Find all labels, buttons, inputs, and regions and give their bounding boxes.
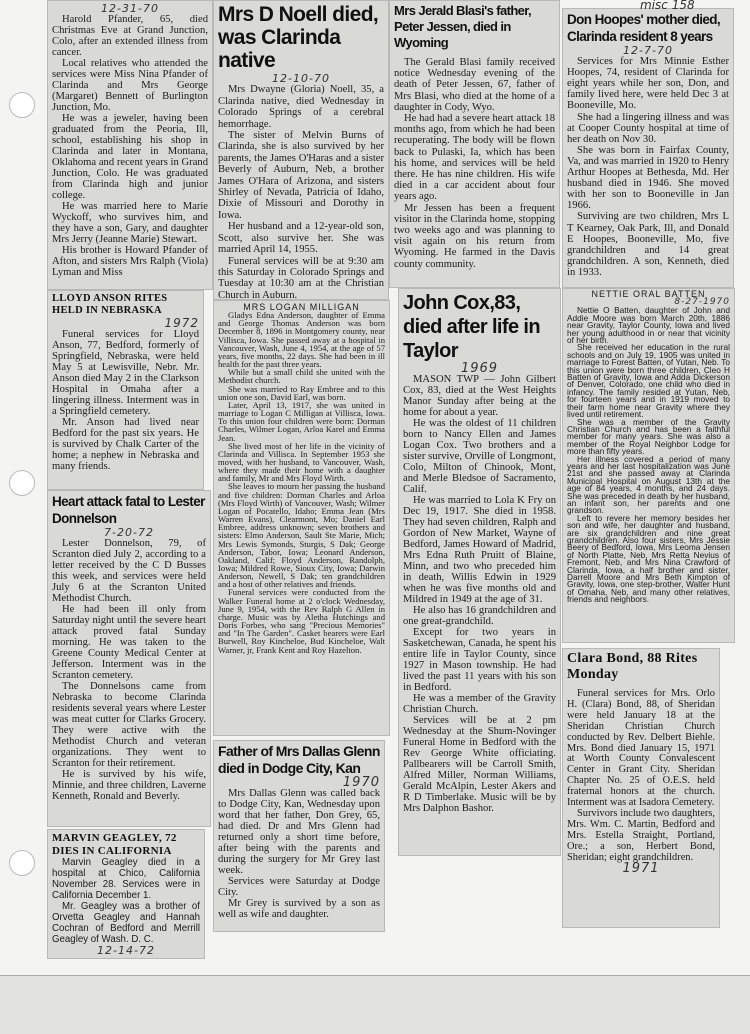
clipping-body bbox=[52, 538, 206, 802]
clipping-paragraph: He was a jeweler, having been graduated from the Peoria, Ill, school, establishing his shop in Clarinda and later in Montana, Oklahoma and recent years in Grand Junction, Colo. He was graduated from Clarinda high and junior college. bbox=[52, 113, 208, 201]
clipping-date: 12-31-70 bbox=[101, 2, 159, 15]
clipping-paragraph: MASON TWP — John Gilbert Cox, 83, died at the West Heights Manor Sunday after being at the home for about a year. bbox=[403, 374, 556, 418]
clipping-paragraph: She was a member of the Gravity Christian Church and has been a faithful member for many years. She was also a member of the Royal Neighbor Lodge for more than fifty years. bbox=[567, 416, 730, 457]
clipping-cox bbox=[398, 288, 561, 856]
clipping-date: 1970 bbox=[342, 775, 380, 790]
clipping-body bbox=[52, 329, 199, 472]
clipping-date: 12-7-70 bbox=[623, 44, 673, 57]
clipping-paragraph: Mrs Dallas Glenn was called back to Dodge City, Kan, Wednesday upon word that her father, Don Grey, 65, had died. Dr and Mrs Glenn had returned only a short time before, after being with the parents and during the surgery for Mr Grey last week. bbox=[218, 788, 380, 876]
clipping-body bbox=[218, 788, 380, 920]
clipping-paragraph: She had a lingering illness and was at Cooper County hospital at time of her death on Nov 30. bbox=[567, 111, 729, 145]
clipping-paragraph: Except for two years in Sasketchewan, Canada, he spent his entire life in Taylor County, since 1927 in Mason township. He had lived the past 11 years with his son in Bedford. bbox=[403, 627, 556, 693]
clipping-paragraph: Nettie O Batten, daughter of John and Addie Moore was born March 20th, 1886 near Gravity, Taylor County, Iowa and lived her young adulthood in or near that vicinity of her birth. bbox=[567, 305, 730, 346]
clipping-blasi bbox=[389, 0, 560, 288]
clipping-paragraph: Services will be at 2 pm Wednesday at the Shum-Novinger Funeral Home in Bedford with the Rev George White officiating. Pallbearers will be Carroll Smith, Alfred Miller, Norman Williams, Gerald McAlpin, Lester Akers and R D Timberlake. Music will be by Mrs Dalphon Bashor. bbox=[403, 715, 556, 814]
binder-hole bbox=[9, 470, 35, 496]
clipping-paragraph: He had had a severe heart attack 18 months ago, from which he had been recuperating. The body will be flown back to Pulaski, Ia, which has been his home, and services will be held there. He has nine children. His wife died in a car accident about four years ago. bbox=[394, 113, 555, 203]
clipping-headline: NETTIE ORAL BATTEN bbox=[591, 289, 706, 299]
clipping-headline: Clara Bond, 88 Rites Monday bbox=[567, 651, 698, 682]
clipping-paragraph: His brother is Howard Pfander of Afton, and sisters Mrs Ralph (Viola) Lyman and Miss bbox=[52, 245, 208, 278]
clipping-headline: LLOYD ANSON RITES HELD IN NEBRASKA bbox=[52, 293, 168, 316]
clipping-body bbox=[403, 374, 556, 814]
clipping-headline: Don Hoopes' mother died, Clarinda resident 8 years bbox=[567, 12, 721, 44]
clipping-headline: Heart attack fatal to Lester Donnelson bbox=[52, 494, 205, 526]
clipping-headline: John Cox,83, died after life in Taylor bbox=[403, 292, 541, 362]
clipping-paragraph: Funeral services for Mrs. Orlo H. (Clara) Bond, 88, of Sheridan were held January 18 at the Sheridan Christian Church conducted by Rev. Delbert Biehle. Mrs. Bond died January 15, 1971 at Worth County Convalescent Center in Grant City. Sheridan Chapter No. 25 of O.E.S. held fraternal honors at the church. Interment was at Isadora Cemetery. bbox=[567, 688, 715, 809]
clipping-body bbox=[567, 307, 730, 603]
clipping-glenn bbox=[213, 740, 385, 932]
clipping-paragraph: The sister of Melvin Burns of Clarinda, she is also survived by her parents, the James O'Haras and a sister Beverly of Auburn, Neb, a brother James O'Hara of Arizona, and sisters Shirley of Nevada, Patricia of Idaho, Dixie of Missouri and Dorothy in Iowa. bbox=[218, 130, 384, 221]
clipping-paragraph: Services were Saturday at Dodge City. bbox=[218, 876, 380, 898]
clipping-paragraph: He is survived by his wife, Minnie, and three children, Laverne Kenneth, Ronald and Beverly. bbox=[52, 769, 206, 802]
clipping-body bbox=[567, 56, 729, 278]
clipping-geagley bbox=[47, 829, 205, 959]
clipping-body bbox=[52, 14, 208, 278]
clipping-body bbox=[218, 311, 385, 654]
clipping-pfander bbox=[47, 0, 213, 290]
page-note: misc 158 bbox=[640, 0, 695, 12]
clipping-paragraph: Later, April 13, 1917, she was united in marriage to Logan C Milligan at Villisca, Iowa. To this union four children were born: Dorman Charles, Wilmer Logan, Arloa Karel and Emma Jean. bbox=[218, 399, 385, 443]
clipping-noell bbox=[213, 0, 389, 300]
clipping-body bbox=[52, 857, 200, 945]
clipping-paragraph: Lester Donnelson, 79, of Scranton died July 2, according to a letter received by the C D Busses this week, and services were held July 6 at the Scranton United Methodist Church. bbox=[52, 538, 206, 604]
clipping-paragraph: While but a small child she united with the Methodist church. bbox=[218, 367, 385, 386]
clipping-paragraph: He was married to Lola K Fry on Dec 19, 1917. She died in 1958. They had seven children, Ralph and Gordon of New Market, Wayne of Bedford, James Howard of Madrid, Mrs Edna Ruth Pruitt of Blaine, Minn, and two who preceded him in death, Willis Edwin in 1929 when he was five months old and Mildred in 1949 at the age of 31. bbox=[403, 495, 556, 605]
clipping-date: 12-10-70 bbox=[272, 72, 330, 85]
page-bottom-margin bbox=[0, 975, 750, 1034]
clipping-date: 1971 bbox=[622, 860, 660, 876]
clipping-date: 8-27-1970 bbox=[674, 297, 730, 308]
clipping-date: 1969 bbox=[460, 361, 499, 376]
clipping-milligan bbox=[213, 300, 390, 736]
binder-hole bbox=[9, 92, 35, 118]
clipping-paragraph: Her illness covered a period of many years and her last hospitalization was June 21st and she passed away at Clarinda Municipal Hospital on August 13th at the age of 84 years, 4 months, and 24 days. She was preceded in death by her husband, an infant son, her parents and one grandson. bbox=[567, 453, 730, 516]
clipping-anson bbox=[47, 290, 204, 490]
clipping-batten bbox=[562, 288, 735, 643]
clipping-paragraph: He was a member of the Gravity Christian Church. bbox=[403, 693, 556, 715]
clipping-paragraph: Gladys Edna Anderson, daughter of Emma and George Thomas Anderson was born December 8, 1896 in Montgomery county, near Villisca, Iowa. She passed away at a hospital in Vancouver, Wash, June 4, 1954, at the age of 57 years, five months, 22 days. She had been in ill health for the past three years. bbox=[218, 310, 385, 370]
clipping-paragraph: She was born in Fairfax County, Va, and was married in 1920 to Henry Arthur Hoopes at Bethesda, Md. Her husband died in 1946. She moved with her son to Booneville in Jan 1966. bbox=[567, 144, 729, 212]
clipping-paragraph: He was the oldest of 11 children born to Nancy Ellen and James Logan Cox. Two brothers and a sister survive, Orville of Longmont, Colo, Milton of Chinook, Mont, and Merle Bledsoe of Sacramento, Calif. bbox=[403, 418, 556, 495]
clipping-paragraph: Services for Mrs Minnie Esther Hoopes, 74, resident of Clarinda for eight years while her son, Don, and family lived here, were held Dec 3 at Booneville, Mo. bbox=[567, 56, 729, 112]
clipping-date: 7-20-72 bbox=[104, 526, 154, 539]
clipping-paragraph: Mr. Anson had lived near Bedford for the past six years. He is survived by Chalk Carter of the home; a nephew in Nebraska and many friends. bbox=[52, 417, 199, 472]
clipping-paragraph: Survivors include two daughters, Mrs. Wm. C. Martin, Bedford and Mrs. Estella Straight, Portland, Ore.; a son, Herbert Bond, Sheridan; eight grandchildren. bbox=[567, 807, 715, 863]
clipping-paragraph: Mr. Geagley was a brother of Orvetta Geagley and Hannah Cochran of Bedford and Merrill Geagley of Wash. D. C. bbox=[52, 901, 200, 945]
clipping-paragraph: She lived most of her life in the vicinity of Clarinda and Villisca. In September 1953 she moved, with her husband, to Vancouver, Wash, where they made their home with a daughter and family, Mr and Mrs Floyd Wirth. bbox=[218, 440, 385, 484]
clipping-paragraph: She was married to Ray Embree and to this union one son, David Earl, was born. bbox=[218, 383, 385, 402]
clipping-paragraph: Funeral services were conducted from the Walker Funeral home at 2 o'clock Wednesday, June 9, 1954, with the Rev Ralph G Allen in charge. Music was by Aletha Hutchings and Doris Forbes, who sang "Precious Memories" and "In The Garden". Casket bearers were Earl Burwell, Roy Kincheloe, Bud Kincheloe, Walt Warner, jr, Frank Kent and Roy Hazelton. bbox=[218, 587, 385, 655]
clipping-paragraph: She leaves to mourn her passing the husband and five children: Dorman Charles and Arloa (Mrs Floyd Wirth) of Vancouver, Wash; Wilmer Logan of Pocatello, Idaho; Emma Jean (Mrs Warren Evans), Clearmont, Mo; Daniel Earl Embree, address unknown; seven brothers and sisters: Elmo Anderson, Sault Ste Marie, Mich; Mrs Lewis Symonds, Sturgis, S Dak; George Anderson, Tabor, Iowa; Leonard Anderson, Oakland, Calif; Floyd Anderson, Randolph, Iowa; Mildred Rowe, Sioux City, Iowa; Darwin Anderson, Newell, S Dak; ten grandchildren and a host of other relatives and friends. bbox=[218, 481, 385, 590]
clipping-date: 12-14-72 bbox=[97, 944, 155, 957]
clipping-headline: Mrs Jerald Blasi's father, Peter Jessen, died in Wyoming bbox=[394, 3, 532, 50]
clipping-paragraph: Left to revere her memory besides her son and wife, her daughter and husband, are six grandchildren and nine great grandchildren. Also four sisters, Mrs Jessie Beery of Bedford, Iowa, Mrs Leoma Jensen of North Platte, Neb, Mrs Retta Nevius of Fremont, Neb, and Mrs Nina Crawford of Clarinda, Iowa, a half brother and sister, Darrell Moore and Mrs Beth Kimpton of Gravity, Iowa, one step-brother, Walter Hunt of Omaha, Neb, and many other relatives, friends and neighbors. bbox=[567, 512, 730, 605]
clipping-paragraph: She received her education in the rural schools and on July 19, 1905 was united in marriage to Forest Batten, of Yutan, Neb. To this union were born three children, Cleo H Batten of Gravity, Iowa and Adda Dickerson of Denver, Colorado, one child who died in infancy. The family resided at Yutan, Neb, for fourteen years and in 1919 moved to their farm home near Gravity where they lived until retirement. bbox=[567, 342, 730, 420]
clipping-headline: MARVIN GEAGLEY, 72 DIES IN CALIFORNIA bbox=[52, 832, 177, 857]
clipping-paragraph: Mr Jessen has been a frequent visitor in the Clarinda home, stopping two weeks ago and was planning to visit again on his return from Wyoming. He farmed in the Davis county community. bbox=[394, 202, 555, 270]
clipping-paragraph: Surviving are two children, Mrs L T Kearney, Oak Park, Ill, and Donald E Hoopes, Booneville, Mo, five grandchildren and 14 great grandchildren. A son, Kenneth, died in 1933. bbox=[567, 211, 729, 278]
clipping-paragraph: He was married here to Marie Wyckoff, who survives him, and they have a son, Gary, and daughter Mrs Jerry (Jeanne Marie) Stewart. bbox=[52, 201, 208, 245]
clipping-paragraph: Harold Pfander, 65, died Christmas Eve at Grand Junction, Colo, after an extended illness from cancer. bbox=[52, 14, 208, 58]
clipping-hoopes bbox=[562, 8, 734, 288]
clipping-paragraph: Marvin Geagley died in a hospital at Chico, California November 28. Services were in California December 1. bbox=[52, 857, 200, 901]
clipping-paragraph: Mr Grey is survived by a son as well as wife and daughter. bbox=[218, 898, 380, 920]
clipping-paragraph: Mrs Dwayne (Gloria) Noell, 35, a Clarinda native, died Wednesday in Colorado Springs of a cerebral hemorrhage. bbox=[218, 84, 384, 130]
clipping-paragraph: He had been ill only from Saturday night until the severe heart attack proved fatal Sunday morning. He was taken to the Greene County Medical Center at Jefferson. Interment was in the Scranton cemetery. bbox=[52, 604, 206, 681]
clipping-body bbox=[218, 84, 384, 300]
clipping-body bbox=[567, 689, 715, 864]
clipping-paragraph: Her husband and a 12-year-old son, Scott, also survive her. She was married April 14, 1955. bbox=[218, 221, 384, 256]
clipping-paragraph: Funeral services for Lloyd Anson, 77, Bedford, formerly of Springfield, Nebraska, were held May 5 at Lewisville, Nebr. Mr. Anson died May 2 in the Clarkson Hospital in Omaha after a lingering illness. Interment was in a Springfield cemetery. bbox=[52, 329, 199, 417]
clipping-paragraph: Local relatives who attended the services were Miss Nina Pfander of Clarinda and Mrs George (Margaret) Bennett of Burlington Junction, Mo. bbox=[52, 58, 208, 113]
clipping-paragraph: The Gerald Blasi family received notice Wednesday evening of the death of Peter Jessen, 67, father of Mrs Blasi, who died at the home of a daughter in Cody, Wyo. bbox=[394, 57, 555, 113]
clipping-bond bbox=[562, 648, 720, 928]
clipping-paragraph: He also has 16 grandchildren and one great-grandchild. bbox=[403, 605, 556, 627]
clipping-date: 1972 bbox=[164, 316, 199, 330]
clipping-paragraph: Funeral services will be at 9:30 am this Saturday in Colorado Springs and Tuesday at 10:30 am at the Christian Church in Auburn. bbox=[218, 255, 384, 300]
clipping-headline: MRS LOGAN MILLIGAN bbox=[243, 302, 360, 312]
binder-hole bbox=[9, 850, 35, 876]
clipping-headline: Father of Mrs Dallas Glenn died in Dodge City, Kan bbox=[218, 743, 380, 776]
clipping-body bbox=[394, 57, 555, 270]
clipping-headline: Mrs D Noell died, was Clarinda native bbox=[218, 3, 379, 72]
clipping-donnelson bbox=[47, 490, 211, 827]
clipping-paragraph: The Donnelsons came from Nebraska to become Clarinda residents several years where Lester was meat cutter for Clarks Grocery. They were active with the Methodist Church and veteran organizations. They went to Scranton for their retirement. bbox=[52, 681, 206, 769]
